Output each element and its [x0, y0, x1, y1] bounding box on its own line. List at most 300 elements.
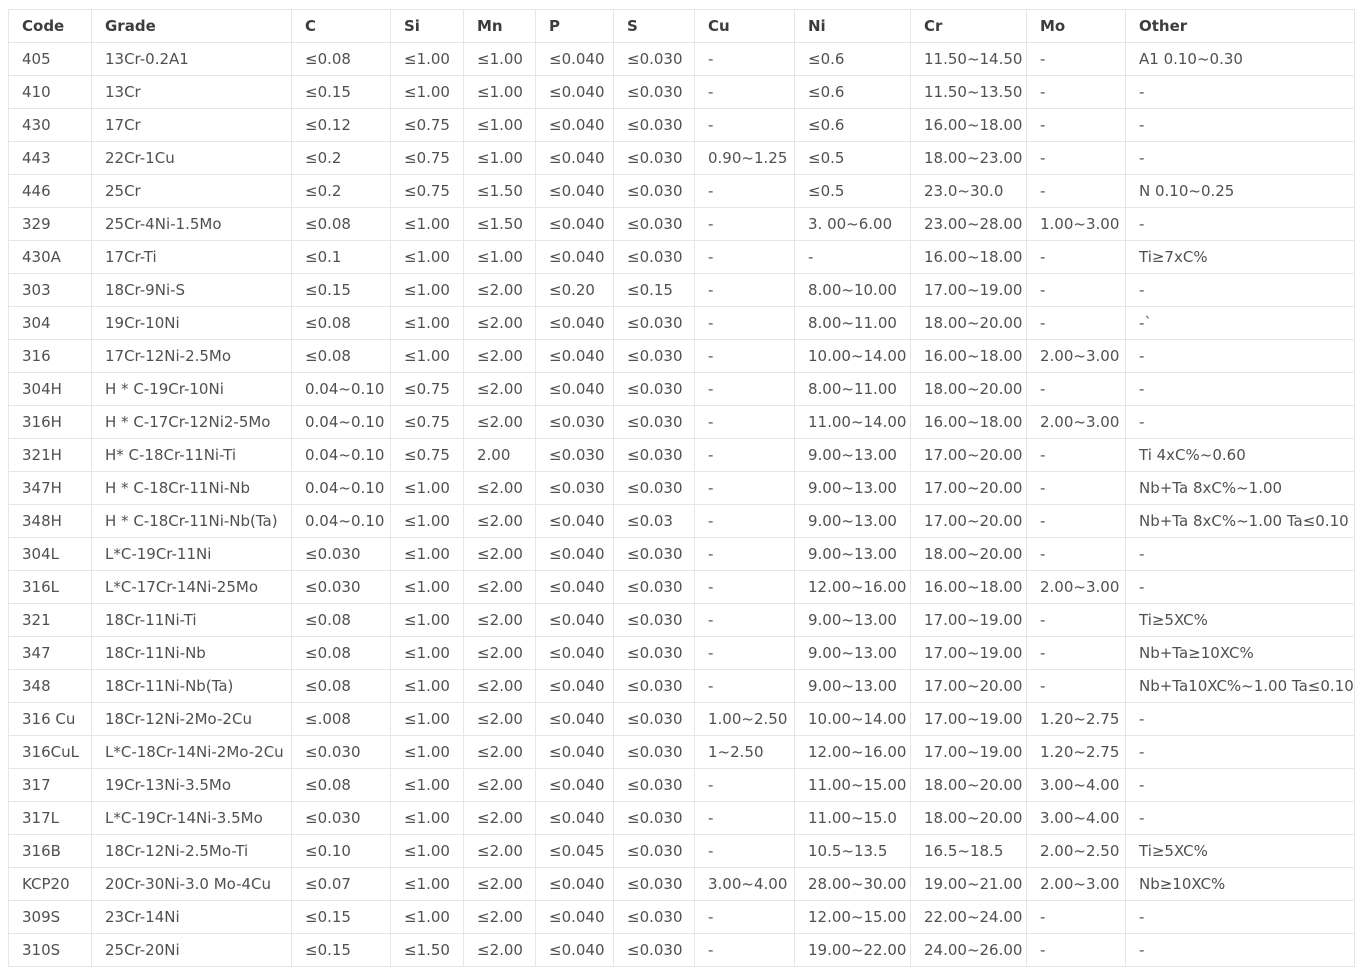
cell-cu: 1.00~2.50 [695, 703, 795, 736]
cell-mo: - [1027, 43, 1126, 76]
cell-s: ≤0.030 [614, 175, 695, 208]
cell-s: ≤0.030 [614, 901, 695, 934]
cell-cr: 23.0~30.0 [911, 175, 1027, 208]
cell-cr: 17.00~19.00 [911, 637, 1027, 670]
cell-si: ≤1.00 [391, 835, 464, 868]
cell-si: ≤1.00 [391, 670, 464, 703]
cell-grade: L*C-19Cr-11Ni [92, 538, 292, 571]
cell-mn: ≤2.00 [464, 637, 536, 670]
cell-grade: 19Cr-13Ni-3.5Mo [92, 769, 292, 802]
cell-ni: 9.00~13.00 [795, 637, 911, 670]
cell-code: 410 [9, 76, 92, 109]
cell-cu: - [695, 637, 795, 670]
cell-si: ≤1.00 [391, 472, 464, 505]
cell-grade: 18Cr-12Ni-2.5Mo-Ti [92, 835, 292, 868]
cell-p: ≤0.040 [536, 868, 614, 901]
cell-other: - [1126, 769, 1355, 802]
cell-code: 316CuL [9, 736, 92, 769]
cell-cu: - [695, 373, 795, 406]
cell-c: ≤0.15 [292, 934, 391, 967]
cell-s: ≤0.030 [614, 604, 695, 637]
cell-grade: 25Cr-4Ni-1.5Mo [92, 208, 292, 241]
table-row [9, 538, 1355, 571]
cell-mn: ≤2.00 [464, 604, 536, 637]
table-row [9, 736, 1355, 769]
cell-cr: 17.00~20.00 [911, 472, 1027, 505]
cell-s: ≤0.030 [614, 439, 695, 472]
cell-code: 310S [9, 934, 92, 967]
cell-cu: 0.90~1.25 [695, 142, 795, 175]
cell-c: ≤.008 [292, 703, 391, 736]
cell-code: 329 [9, 208, 92, 241]
cell-s: ≤0.030 [614, 835, 695, 868]
cell-p: ≤0.040 [536, 637, 614, 670]
cell-mn: ≤2.00 [464, 505, 536, 538]
column-header-s: S [614, 10, 695, 43]
cell-mn: ≤1.50 [464, 208, 536, 241]
cell-si: ≤1.00 [391, 76, 464, 109]
cell-grade: 18Cr-11Ni-Nb [92, 637, 292, 670]
cell-s: ≤0.030 [614, 43, 695, 76]
cell-other: - [1126, 538, 1355, 571]
cell-code: 348 [9, 670, 92, 703]
cell-s: ≤0.030 [614, 769, 695, 802]
cell-s: ≤0.030 [614, 406, 695, 439]
cell-si: ≤1.00 [391, 241, 464, 274]
table-header-row [9, 10, 1355, 43]
cell-code: 430A [9, 241, 92, 274]
cell-c: 0.04~0.10 [292, 472, 391, 505]
cell-si: ≤1.00 [391, 802, 464, 835]
cell-cu: - [695, 571, 795, 604]
cell-ni: 28.00~30.00 [795, 868, 911, 901]
cell-mn: ≤2.00 [464, 373, 536, 406]
cell-si: ≤1.00 [391, 43, 464, 76]
cell-c: ≤0.10 [292, 835, 391, 868]
cell-c: ≤0.2 [292, 175, 391, 208]
cell-si: ≤1.00 [391, 274, 464, 307]
table-row [9, 43, 1355, 76]
cell-s: ≤0.030 [614, 703, 695, 736]
cell-mo: 2.00~2.50 [1027, 835, 1126, 868]
cell-mn: ≤2.00 [464, 868, 536, 901]
cell-mo: - [1027, 274, 1126, 307]
cell-cr: 11.50~13.50 [911, 76, 1027, 109]
cell-code: 316L [9, 571, 92, 604]
cell-code: 304 [9, 307, 92, 340]
cell-si: ≤0.75 [391, 373, 464, 406]
cell-mn: ≤2.00 [464, 274, 536, 307]
cell-mo: 2.00~3.00 [1027, 340, 1126, 373]
cell-code: 304L [9, 538, 92, 571]
table-row [9, 505, 1355, 538]
cell-grade: L*C-18Cr-14Ni-2Mo-2Cu [92, 736, 292, 769]
cell-mo: - [1027, 439, 1126, 472]
cell-ni: 10.00~14.00 [795, 340, 911, 373]
cell-cr: 18.00~20.00 [911, 373, 1027, 406]
column-header-cu: Cu [695, 10, 795, 43]
cell-cu: - [695, 109, 795, 142]
cell-p: ≤0.040 [536, 142, 614, 175]
cell-p: ≤0.040 [536, 505, 614, 538]
cell-mo: 2.00~3.00 [1027, 406, 1126, 439]
cell-p: ≤0.040 [536, 802, 614, 835]
cell-ni: 3. 00~6.00 [795, 208, 911, 241]
cell-mo: - [1027, 472, 1126, 505]
cell-mo: 3.00~4.00 [1027, 802, 1126, 835]
cell-c: ≤0.08 [292, 604, 391, 637]
cell-cu: - [695, 769, 795, 802]
cell-other: - [1126, 406, 1355, 439]
cell-p: ≤0.040 [536, 373, 614, 406]
cell-s: ≤0.030 [614, 868, 695, 901]
cell-ni: 8.00~10.00 [795, 274, 911, 307]
cell-s: ≤0.030 [614, 307, 695, 340]
cell-cu: - [695, 901, 795, 934]
cell-mn: ≤1.00 [464, 43, 536, 76]
cell-code: 316B [9, 835, 92, 868]
cell-mo: 2.00~3.00 [1027, 571, 1126, 604]
cell-mo: - [1027, 901, 1126, 934]
cell-ni: 12.00~15.00 [795, 901, 911, 934]
table-row [9, 703, 1355, 736]
cell-ni: 8.00~11.00 [795, 307, 911, 340]
cell-grade: H* C-18Cr-11Ni-Ti [92, 439, 292, 472]
cell-mn: ≤2.00 [464, 901, 536, 934]
table-row [9, 274, 1355, 307]
table-row [9, 901, 1355, 934]
cell-other: - [1126, 76, 1355, 109]
cell-grade: L*C-17Cr-14Ni-25Mo [92, 571, 292, 604]
cell-p: ≤0.040 [536, 307, 614, 340]
cell-p: ≤0.040 [536, 340, 614, 373]
cell-c: ≤0.030 [292, 538, 391, 571]
cell-cr: 23.00~28.00 [911, 208, 1027, 241]
cell-p: ≤0.040 [536, 76, 614, 109]
cell-grade: H * C-18Cr-11Ni-Nb(Ta) [92, 505, 292, 538]
cell-ni: - [795, 241, 911, 274]
cell-grade: 13Cr [92, 76, 292, 109]
cell-p: ≤0.040 [536, 571, 614, 604]
cell-mn: ≤2.00 [464, 835, 536, 868]
cell-si: ≤1.00 [391, 901, 464, 934]
cell-ni: 9.00~13.00 [795, 538, 911, 571]
cell-cr: 17.00~19.00 [911, 274, 1027, 307]
cell-cu: 1~2.50 [695, 736, 795, 769]
cell-cu: - [695, 439, 795, 472]
cell-p: ≤0.040 [536, 208, 614, 241]
cell-cr: 16.00~18.00 [911, 571, 1027, 604]
column-header-code: Code [9, 10, 92, 43]
column-header-grade: Grade [92, 10, 292, 43]
cell-grade: 18Cr-11Ni-Ti [92, 604, 292, 637]
cell-cu: - [695, 340, 795, 373]
table-row [9, 307, 1355, 340]
cell-s: ≤0.030 [614, 208, 695, 241]
cell-code: 316H [9, 406, 92, 439]
cell-other: - [1126, 934, 1355, 967]
cell-grade: 25Cr [92, 175, 292, 208]
cell-ni: 12.00~16.00 [795, 736, 911, 769]
cell-p: ≤0.040 [536, 604, 614, 637]
cell-p: ≤0.20 [536, 274, 614, 307]
cell-s: ≤0.030 [614, 637, 695, 670]
cell-cr: 17.00~20.00 [911, 505, 1027, 538]
cell-cu: - [695, 472, 795, 505]
cell-cr: 16.00~18.00 [911, 241, 1027, 274]
cell-p: ≤0.040 [536, 670, 614, 703]
cell-cu: - [695, 76, 795, 109]
cell-mo: - [1027, 934, 1126, 967]
cell-p: ≤0.040 [536, 934, 614, 967]
composition-table [8, 9, 1355, 967]
cell-code: 430 [9, 109, 92, 142]
column-header-c: C [292, 10, 391, 43]
table-row [9, 472, 1355, 505]
cell-cu: - [695, 208, 795, 241]
cell-grade: 18Cr-12Ni-2Mo-2Cu [92, 703, 292, 736]
cell-si: ≤1.50 [391, 934, 464, 967]
cell-grade: L*C-19Cr-14Ni-3.5Mo [92, 802, 292, 835]
cell-other: Nb+Ta10XC%~1.00 Ta≤0.10 [1126, 670, 1355, 703]
cell-mn: ≤1.00 [464, 241, 536, 274]
cell-cr: 16.00~18.00 [911, 406, 1027, 439]
cell-cu: - [695, 802, 795, 835]
cell-mo: - [1027, 109, 1126, 142]
cell-mo: - [1027, 373, 1126, 406]
cell-p: ≤0.030 [536, 472, 614, 505]
cell-mn: ≤2.00 [464, 307, 536, 340]
cell-code: 347H [9, 472, 92, 505]
cell-c: ≤0.08 [292, 307, 391, 340]
cell-other: - [1126, 340, 1355, 373]
cell-p: ≤0.030 [536, 439, 614, 472]
cell-s: ≤0.030 [614, 340, 695, 373]
cell-s: ≤0.03 [614, 505, 695, 538]
cell-other: - [1126, 703, 1355, 736]
table-row [9, 868, 1355, 901]
cell-si: ≤0.75 [391, 439, 464, 472]
cell-si: ≤1.00 [391, 538, 464, 571]
cell-c: ≤0.08 [292, 769, 391, 802]
cell-p: ≤0.040 [536, 538, 614, 571]
cell-ni: 9.00~13.00 [795, 439, 911, 472]
cell-ni: 9.00~13.00 [795, 604, 911, 637]
cell-mo: - [1027, 241, 1126, 274]
cell-other: - [1126, 571, 1355, 604]
cell-other: N 0.10~0.25 [1126, 175, 1355, 208]
cell-cu: - [695, 538, 795, 571]
cell-other: Ti≥5XC% [1126, 835, 1355, 868]
cell-mn: ≤1.00 [464, 76, 536, 109]
table-row [9, 670, 1355, 703]
cell-code: 405 [9, 43, 92, 76]
cell-cu: - [695, 670, 795, 703]
cell-p: ≤0.040 [536, 109, 614, 142]
table-row [9, 241, 1355, 274]
cell-ni: 8.00~11.00 [795, 373, 911, 406]
cell-p: ≤0.040 [536, 241, 614, 274]
cell-c: ≤0.030 [292, 736, 391, 769]
cell-p: ≤0.030 [536, 406, 614, 439]
cell-mo: - [1027, 76, 1126, 109]
cell-c: ≤0.030 [292, 802, 391, 835]
cell-cu: - [695, 241, 795, 274]
cell-si: ≤0.75 [391, 175, 464, 208]
table-row [9, 373, 1355, 406]
cell-mo: 3.00~4.00 [1027, 769, 1126, 802]
cell-mn: ≤2.00 [464, 736, 536, 769]
column-header-mo: Mo [1027, 10, 1126, 43]
cell-mo: - [1027, 637, 1126, 670]
column-header-cr: Cr [911, 10, 1027, 43]
cell-code: 316 Cu [9, 703, 92, 736]
cell-c: ≤0.15 [292, 76, 391, 109]
cell-code: 309S [9, 901, 92, 934]
cell-cr: 16.5~18.5 [911, 835, 1027, 868]
cell-s: ≤0.030 [614, 142, 695, 175]
cell-cu: - [695, 604, 795, 637]
cell-other: Nb+Ta 8xC%~1.00 [1126, 472, 1355, 505]
cell-grade: 17Cr-12Ni-2.5Mo [92, 340, 292, 373]
cell-p: ≤0.040 [536, 736, 614, 769]
cell-mn: ≤1.50 [464, 175, 536, 208]
cell-code: 304H [9, 373, 92, 406]
cell-s: ≤0.030 [614, 736, 695, 769]
cell-cu: - [695, 835, 795, 868]
cell-mn: ≤2.00 [464, 934, 536, 967]
table-row [9, 109, 1355, 142]
cell-c: ≤0.2 [292, 142, 391, 175]
table-row [9, 769, 1355, 802]
table-row [9, 406, 1355, 439]
cell-code: 316 [9, 340, 92, 373]
cell-cu: - [695, 43, 795, 76]
cell-other: Ti≥7xC% [1126, 241, 1355, 274]
cell-s: ≤0.030 [614, 472, 695, 505]
cell-cu: - [695, 406, 795, 439]
cell-mn: ≤2.00 [464, 670, 536, 703]
cell-c: 0.04~0.10 [292, 373, 391, 406]
cell-grade: H * C-19Cr-10Ni [92, 373, 292, 406]
cell-p: ≤0.045 [536, 835, 614, 868]
cell-cr: 16.00~18.00 [911, 340, 1027, 373]
cell-cr: 18.00~20.00 [911, 769, 1027, 802]
cell-code: 446 [9, 175, 92, 208]
cell-c: ≤0.12 [292, 109, 391, 142]
cell-mo: - [1027, 307, 1126, 340]
table-row [9, 208, 1355, 241]
cell-p: ≤0.040 [536, 769, 614, 802]
cell-grade: 18Cr-11Ni-Nb(Ta) [92, 670, 292, 703]
cell-cu: - [695, 307, 795, 340]
cell-c: ≤0.08 [292, 340, 391, 373]
cell-code: KCP20 [9, 868, 92, 901]
table-row [9, 934, 1355, 967]
cell-c: ≤0.15 [292, 274, 391, 307]
cell-mn: ≤2.00 [464, 538, 536, 571]
table-row [9, 604, 1355, 637]
table-row [9, 76, 1355, 109]
cell-ni: 11.00~15.0 [795, 802, 911, 835]
column-header-ni: Ni [795, 10, 911, 43]
cell-ni: ≤0.6 [795, 43, 911, 76]
cell-s: ≤0.030 [614, 934, 695, 967]
cell-mo: - [1027, 142, 1126, 175]
cell-ni: ≤0.6 [795, 109, 911, 142]
cell-c: 0.04~0.10 [292, 439, 391, 472]
column-header-p: P [536, 10, 614, 43]
cell-ni: 9.00~13.00 [795, 472, 911, 505]
cell-code: 347 [9, 637, 92, 670]
cell-s: ≤0.030 [614, 538, 695, 571]
cell-s: ≤0.030 [614, 241, 695, 274]
cell-grade: 25Cr-20Ni [92, 934, 292, 967]
table-row [9, 802, 1355, 835]
cell-ni: 19.00~22.00 [795, 934, 911, 967]
cell-other: - [1126, 373, 1355, 406]
cell-si: ≤0.75 [391, 109, 464, 142]
cell-ni: ≤0.5 [795, 175, 911, 208]
cell-cr: 18.00~20.00 [911, 538, 1027, 571]
cell-p: ≤0.040 [536, 901, 614, 934]
table-row [9, 340, 1355, 373]
cell-other: - [1126, 142, 1355, 175]
cell-other: - [1126, 802, 1355, 835]
cell-cu: 3.00~4.00 [695, 868, 795, 901]
table-row [9, 142, 1355, 175]
cell-c: ≤0.1 [292, 241, 391, 274]
cell-cr: 18.00~20.00 [911, 802, 1027, 835]
cell-mn: ≤2.00 [464, 769, 536, 802]
cell-s: ≤0.15 [614, 274, 695, 307]
cell-c: ≤0.08 [292, 637, 391, 670]
cell-c: ≤0.07 [292, 868, 391, 901]
cell-c: ≤0.08 [292, 670, 391, 703]
cell-ni: 10.5~13.5 [795, 835, 911, 868]
cell-cu: - [695, 274, 795, 307]
cell-ni: 11.00~15.00 [795, 769, 911, 802]
cell-mn: ≤2.00 [464, 571, 536, 604]
cell-si: ≤1.00 [391, 736, 464, 769]
cell-cr: 11.50~14.50 [911, 43, 1027, 76]
cell-p: ≤0.040 [536, 43, 614, 76]
cell-c: ≤0.08 [292, 43, 391, 76]
cell-ni: ≤0.6 [795, 76, 911, 109]
cell-si: ≤0.75 [391, 406, 464, 439]
table-row [9, 637, 1355, 670]
table-row [9, 175, 1355, 208]
cell-grade: 17Cr [92, 109, 292, 142]
cell-ni: 10.00~14.00 [795, 703, 911, 736]
cell-other: Nb≥10XC% [1126, 868, 1355, 901]
cell-si: ≤1.00 [391, 208, 464, 241]
table-row [9, 439, 1355, 472]
cell-mn: ≤2.00 [464, 340, 536, 373]
cell-mo: - [1027, 604, 1126, 637]
column-header-mn: Mn [464, 10, 536, 43]
cell-cr: 17.00~19.00 [911, 604, 1027, 637]
cell-si: ≤1.00 [391, 868, 464, 901]
cell-cr: 24.00~26.00 [911, 934, 1027, 967]
cell-mn: ≤1.00 [464, 109, 536, 142]
cell-mo: 2.00~3.00 [1027, 868, 1126, 901]
column-header-other: Other [1126, 10, 1355, 43]
cell-s: ≤0.030 [614, 802, 695, 835]
cell-other: -` [1126, 307, 1355, 340]
cell-cr: 17.00~20.00 [911, 670, 1027, 703]
cell-code: 321H [9, 439, 92, 472]
